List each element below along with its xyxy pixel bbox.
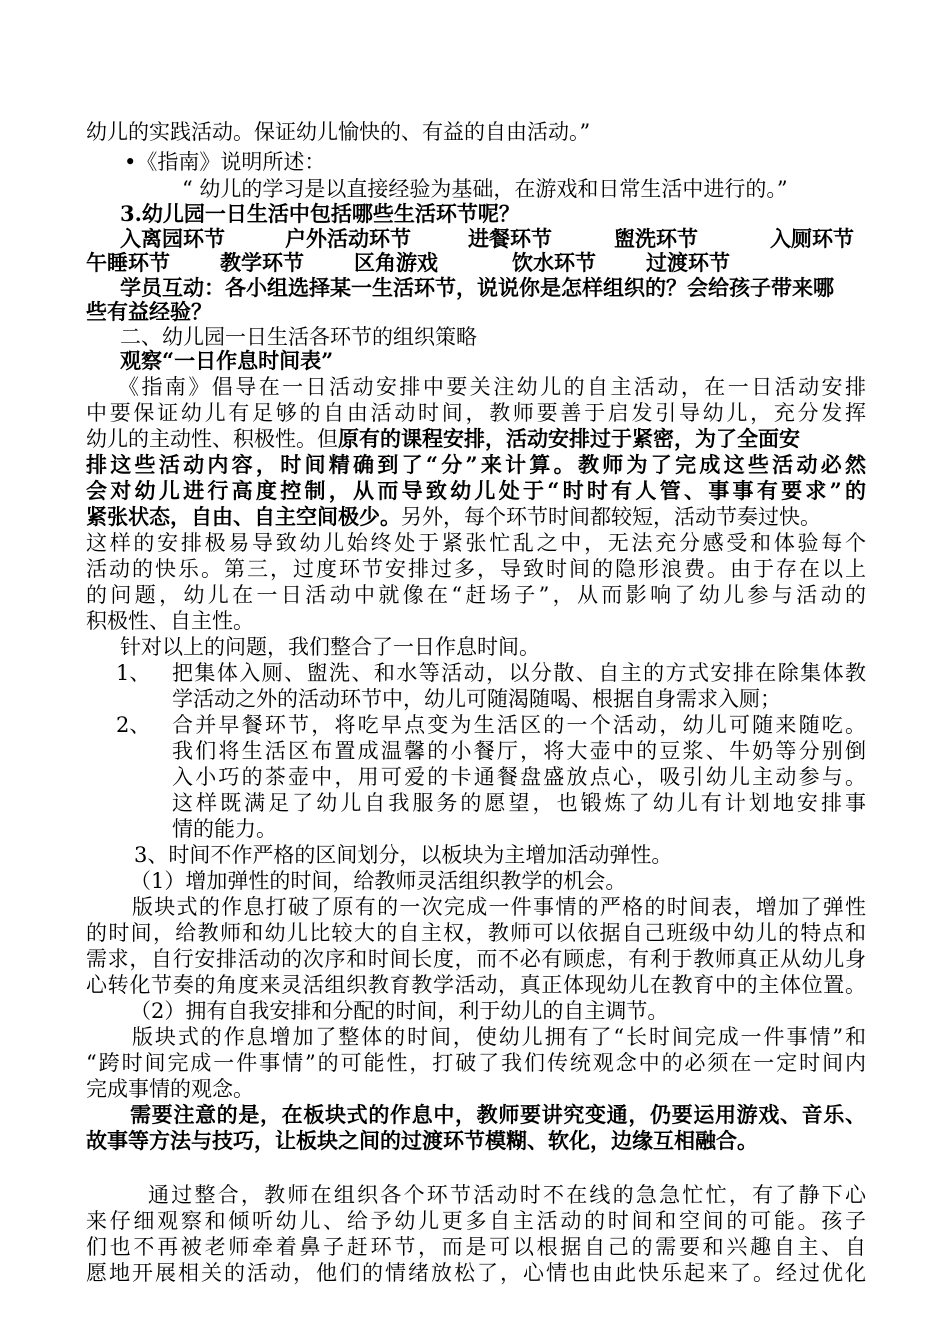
list-item-line: 把集体入厕、盥洗、和水等活动，以分散、自主的方式安排在除集体教 — [172, 661, 866, 685]
text-run: 幼儿的主动性、积极性。但 — [86, 427, 338, 451]
list-item-line: 入小巧的茶壶中，用可爱的卡通餐盘盛放点心，吸引幼儿主动参与。 — [172, 765, 866, 789]
paragraph-line: 排这些活动内容，时间精确到了“分”来计算。教师为了完成这些活动必然 — [86, 452, 866, 477]
list-item-line: 合并早餐环节，将吃早点变为生活区的一个活动，幼儿可随来随吃。 — [172, 713, 866, 737]
list-item-line: 我们将生活区布置成温馨的小餐厅，将大壶中的豆浆、牛奶等分别倒 — [172, 739, 866, 763]
list-item-line: 3、时间不作严格的区间划分，以板块为主增加活动弹性。 — [134, 843, 673, 867]
paragraph-line: 版块式的作息增加了整体的时间，使幼儿拥有了“长时间完成一件事情”和 — [132, 1025, 866, 1049]
segment-label: 过渡环节 — [646, 250, 730, 275]
paragraph-line: 心转化节奏的角度来灵活组织教育教学活动，真正体现幼儿在教育中的主体位置。 — [86, 973, 866, 997]
paragraph-line: 的问题，幼儿在一日活动中就像在“赶场子”，从而影响了幼儿参与活动的 — [86, 583, 866, 607]
interaction-line: 学员互动：各小组选择某一生活环节，说说你是怎样组织的？会给孩子带来哪 — [120, 275, 834, 300]
paragraph-line: 会对幼儿进行高度控制，从而导致幼儿处于“时时有人管、事事有要求”的 — [86, 478, 866, 503]
paragraph-line: 《指南》倡导在一日活动安排中要关注幼儿的自主活动，在一日活动安排 — [118, 375, 866, 399]
paragraph-line: 这样的安排极易导致幼儿始终处于紧张忙乱之中，无法充分感受和体验每个 — [86, 531, 866, 555]
list-number: 1、 — [116, 661, 151, 685]
segment-label: 区角游戏 — [354, 250, 438, 275]
paragraph-line: 版块式的作息打破了原有的一次完成一件事情的严格的时间表，增加了弹性 — [132, 895, 866, 919]
paragraph-line: “跨时间完成一件事情”的可能性，打破了我们传统观念中的必须在一定时间内 — [86, 1051, 866, 1075]
text-run: 另外，每个环节时间都较短，活动节奏过快。 — [401, 505, 821, 529]
bullet-line: •《指南》说明所述： — [124, 150, 326, 174]
sub-item-line: （1）增加弹性的时间，给教师灵活组织教学的机会。 — [130, 869, 627, 893]
paragraph-line: 中要保证幼儿有足够的自由活动时间，教师要善于启发引导幼儿，充分发挥 — [86, 401, 866, 425]
paragraph-line — [86, 425, 866, 453]
segment-label: 饮水环节 — [512, 250, 596, 275]
paragraph-line: 完成事情的观念。 — [86, 1077, 254, 1101]
sub-item-line: （2）拥有自我安排和分配的时间，利于幼儿的自主调节。 — [130, 999, 669, 1023]
quote-line: “ 幼儿的学习是以直接经验为基础，在游戏和日常生活中进行的。” — [182, 177, 788, 201]
list-number: 2、 — [116, 713, 151, 737]
segment-label: 户外活动环节 — [285, 226, 411, 251]
segment-label: 进餐环节 — [468, 226, 552, 251]
text-line: 幼儿的实践活动。保证幼儿愉快的、有益的自由活动。” — [86, 120, 591, 144]
paragraph-line — [86, 503, 866, 531]
segment-label: 入离园环节 — [120, 226, 225, 251]
text-run-bold: 原有的课程安排，活动安排过于紧密，为了全面安 — [338, 426, 800, 451]
list-item-line: 情的能力。 — [172, 817, 277, 841]
segment-label: 入厕环节 — [770, 226, 854, 251]
paragraph-line: 通过整合，教师在组织各个环节活动时不在线的急急忙忙，有了静下心 — [148, 1183, 866, 1207]
interaction-line: 些有益经验？ — [86, 299, 212, 324]
list-item-line: 学活动之外的活动环节中，幼儿可随渴随喝、根据自身需求入厕； — [172, 687, 781, 711]
list-item-line: 这样既满足了幼儿自我服务的愿望，也锻炼了幼儿有计划地安排事 — [172, 791, 866, 815]
paragraph-line: 活动的快乐。第三，过度环节安排过多，导致时间的隐形浪费。由于存在以上 — [86, 557, 866, 581]
paragraph-line: 愿地开展相关的活动，他们的情绪放松了，心情也由此快乐起来了。经过优化 — [86, 1261, 866, 1285]
paragraph-line: 积极性、自主性。 — [86, 609, 254, 633]
segment-label: 盥洗环节 — [614, 226, 698, 251]
paragraph-line: 们也不再被老师牵着鼻子赶环节，而是可以根据自己的需要和兴趣自主、自 — [86, 1235, 866, 1259]
emphasis-line: 故事等方法与技巧，让板块之间的过渡环节模糊、软化，边缘互相融合。 — [86, 1128, 758, 1153]
emphasis-line: 需要注意的是，在板块式的作息中，教师要讲究变通，仍要运用游戏、音乐、 — [130, 1102, 866, 1127]
segment-label: 午睡环节 — [86, 250, 170, 275]
subsection-heading: 观察“一日作息时间表” — [120, 348, 334, 373]
paragraph-line: 来仔细观察和倾听幼儿、给予幼儿更多自主活动的时间和空间的可能。孩子 — [86, 1209, 866, 1233]
text-run-bold: 紧张状态，自由、自主空间极少。 — [86, 504, 401, 529]
section-heading: 二、幼儿园一日生活各环节的组织策略 — [120, 325, 477, 349]
section-question: 3.幼儿园一日生活中包括哪些生活环节呢？ — [120, 201, 520, 226]
paragraph-line: 的时间，给教师和幼儿比较大的自主权，教师可以依据自己班级中幼儿的特点和 — [86, 921, 866, 945]
segment-label: 教学环节 — [220, 250, 304, 275]
paragraph-line: 需求，自行安排活动的次序和时间长度，而不必有顾虑，有利于教师真正从幼儿身 — [86, 947, 866, 971]
paragraph-line: 针对以上的问题，我们整合了一日作息时间。 — [120, 635, 540, 659]
